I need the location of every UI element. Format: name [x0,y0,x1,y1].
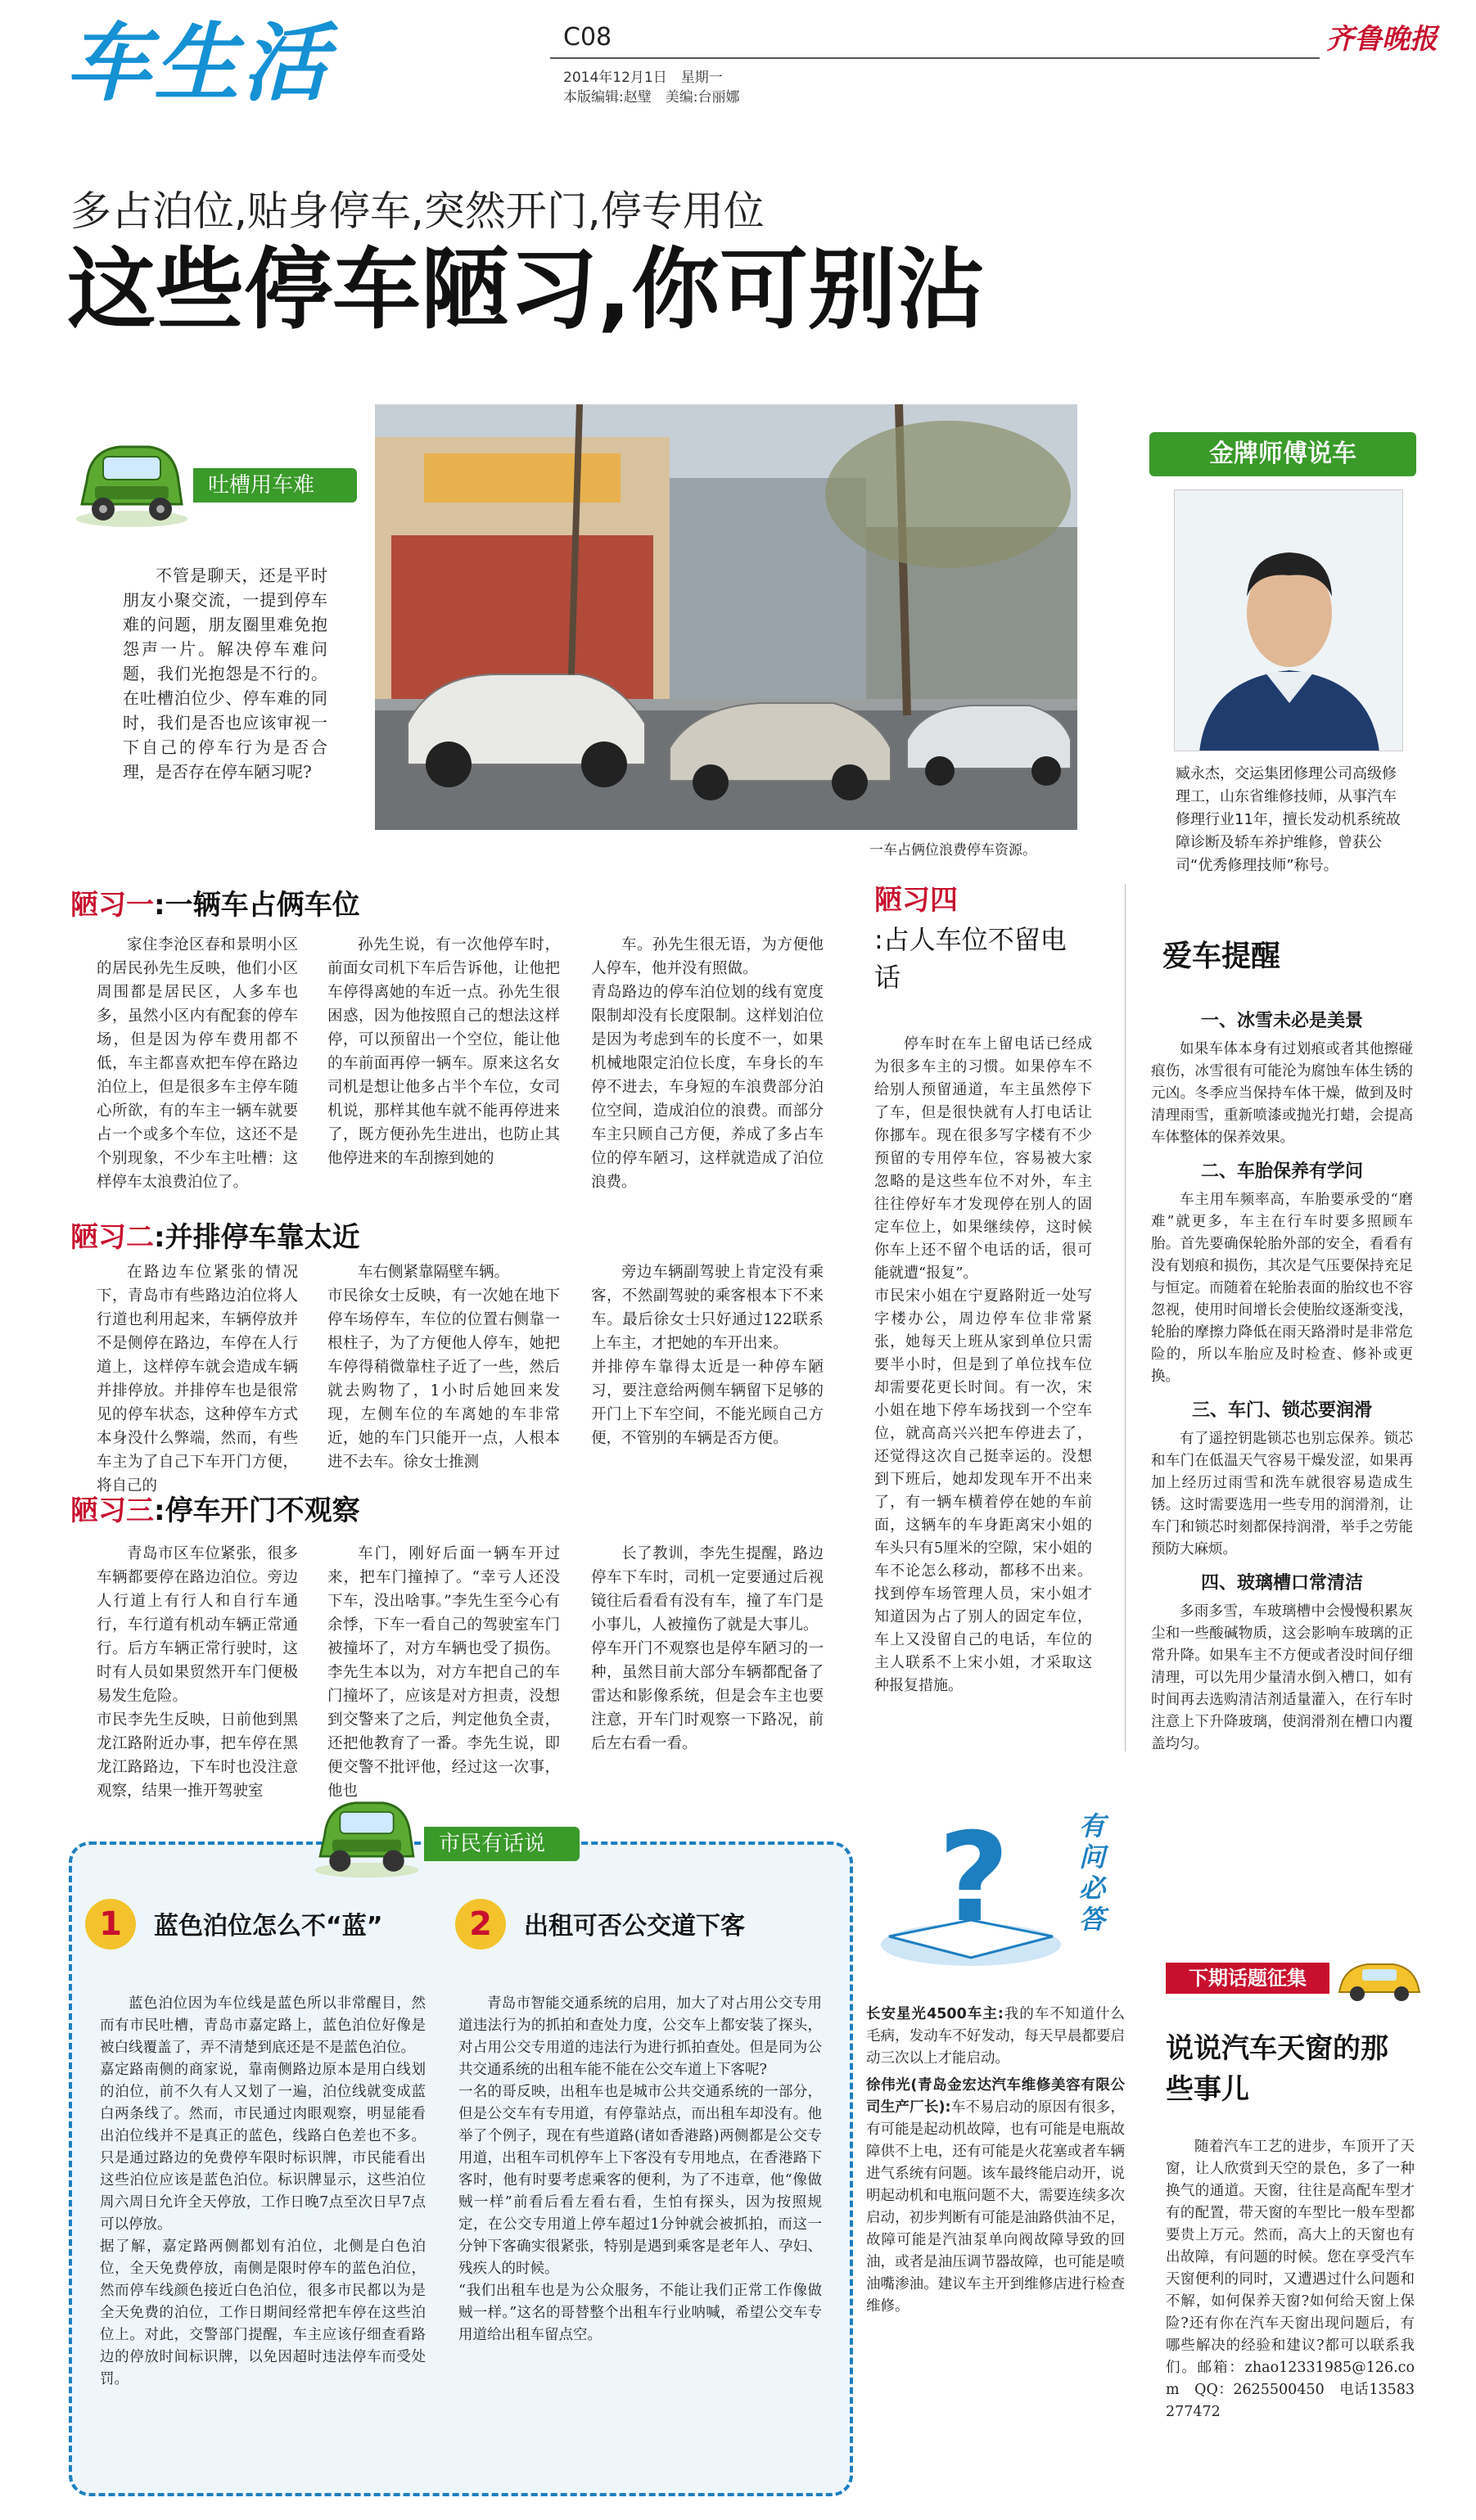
header-divider [550,57,1320,59]
habit2-col1 [97,1260,298,1498]
qa-question-text: 我的车不知道什么毛病，发动车不好发动，每天早晨都要启动三次以上才能启动。 [866,2006,1125,2067]
habit1-col1 [97,933,298,1194]
next-topic-body-text: 随着汽车工艺的进步，车顶开了天窗，让人欣赏到天空的景色，多了一种换气的通道。天窗，往往是高配车型才有的配置，带天窗的车型比一般车型都要贵上万元。然而，高大上的天窗也有出故障，有问题的时候。您在享受汽车天窗便利的同时，又遭遇过什么问题和不解，如何保养天窗?如何给天窗上保险?还有你在汽车天窗出现问题后，有哪些解决的经验和建议?都可以联系我们。邮箱：zhao12331985@126.com QQ：2625500450 电话13583277472 [1166,2139,1415,2420]
habit2-heading [70,1215,360,1255]
expert-tag-label: 金牌师傅说车 [1209,440,1356,468]
habit1-col3-text: 车。孙先生很无语，为方便他人停车，他并没有照做。 青岛路边的停车泊位划的线有宽度限制却没有长度限制。这样划泊位是因为考虑到车的长度不一，如果机械地限定泊位长度，车身长的车停不进去，车身短的车浪费部分泊位空间，造成泊位的浪费。而部分车主只顾自己方便，养成了多占车位的停车陋习，这样就造成了泊位浪费。 [591,936,824,1191]
complaint-intro [123,563,327,784]
page-code: C08 [563,23,612,52]
editor-line: 本版编辑:赵璧 美编:台丽娜 [563,89,740,106]
habit4-label: 陋习四 [874,884,958,917]
next-topic-tag-label: 下期话题征集 [1166,1963,1329,1994]
date-line: 2014年12月1日 星期一 [563,70,723,86]
care-s4-body: 多雨多雪，车玻璃槽中会慢慢积累灰尘和一些酸碱物质，这会影响车玻璃的正常升降。如果车主不方便或者没时间仔细清理，可以先用少量清水倒入槽口，如有时间再去选购清洁剂适量灌入，在行车时注意上下升降玻璃，使润滑剂在槽口内覆盖均匀。 [1151,1603,1413,1752]
q1-heading [85,1899,462,1956]
paper-name-logo: 齐鲁晚报 [1326,23,1438,56]
habit3-label: 陋习三 [70,1494,154,1527]
complaint-tag [70,432,365,530]
care-title: 爱车提醒 [1162,940,1281,973]
qa-question-label: 长安星光4500车主: [866,2006,1004,2022]
column-divider [1125,884,1126,1751]
habit3-col3-text: 长了教训，李先生提醒，路边停车下车时，司机一定要通过后视镜往后看看有没有车，撞了车门是小事儿，人被撞伤了就是大事儿。 停车开门不观察也是停车陋习的一种，虽然目前大部分车辆都配备了雷达和影像系统，但是会车主也要注意，开车门时观察一下路况，前后左右看一看。 [591,1545,824,1752]
q2-body-text: 青岛市智能交通系统的启用，加大了对占用公交专用道违法行为的抓拍和查处力度，公交车上都安装了探头，对占用公交专用道的违法行为进行抓拍查处。但是同为公共交通系统的出租车能不能在公交车道上下客呢? 一名的哥反映，出租车也是城市公共交通系统的一部分，但是公交车有专用道，有停靠站点，而出租车却没有。他举了个例子，现在有些道路(诸如香港路)两侧都是公交专用道，出租车司机停车上下客没有专用地点，在香港路下客时，他有时要考虑乘客的便利，为了不违章，他“像做贼一样”前看后看左看右看，生怕有探头，因为按照规定，在公交专用道上停车超过1分钟就会被抓拍，而这一分钟下客确实很紧张，特别是遇到乘客是老年人、孕妇、残疾人的时候。 “我们出租车也是为公众服务，不能让我们正常工作像做贼一样。”这名的哥替整个出租车行业呐喊，希望公交车专用道给出租车留点空。 [458,1995,822,2343]
habit1-label: 陋习一 [70,889,154,922]
next-topic-body [1166,2136,1415,2423]
care-s3-title: 三、车门、锁芯要润滑 [1191,1400,1372,1421]
expert-bio: 臧永杰，交运集团修理公司高级修理工，山东省维修技师，从事汽车修理行业11年，擅长发动机系统故障诊断及轿车养护维修，曾获公司“优秀修理技师”称号。 [1176,765,1401,874]
habit2-col2-text: 车右侧紧靠隔壁车辆。 市民徐女士反映，有一次她在地下停车场停车，车位的位置右侧靠一根柱子，为了方便他人停车，她把车停得稍微靠柱子近了一些，然后就去购物了，1小时后她回来发现，左侧车位的车离她的车非常近，她的车门只能开一点，人根本进不去车。徐女士推测 [327,1264,560,1471]
habit1-col2-text: 孙先生说，有一次他停车时，前面女司机下车后告诉他，让他把车停得离她的车近一点。孙先生很困惑，因为他按照自己的想法这样停，可以预留出一个空位，能让他的车前面再停一辆车。原来这名女司机是想让他多占半个车位，女司机说，那样其他车就不能再停进来了，既方便孙先生进出，也防止其他停进来的车刮擦到她的 [327,936,560,1167]
q2-number-badge: 2 [455,1899,506,1950]
habit3-col3 [591,1542,824,1756]
citizens-tag-label: 市民有话说 [424,1827,580,1861]
habit2-title: :并排停车靠太近 [154,1221,360,1254]
question-mark-icon [864,1805,1077,1977]
next-topic-tag [1166,1948,1428,2005]
habit4-heading [874,877,1087,996]
care-s2-body: 车主用车频率高，车胎要承受的“磨难”就更多，车主在行车时要多照顾车胎。首先要确保轮胎外部的安全，看看有没有划痕和损伤，其次是气压要保持充足与恒定。而随着在轮胎表面的胎纹也不容忽视，使用时间增长会使胎纹逐渐变浅，轮胎的摩擦力降低在雨天路滑时是非常危险的，所以车胎应及时检查、修补或更换。 [1151,1192,1413,1385]
habit1-heading [70,882,360,922]
habit2-col1-text: 在路边车位紧张的情况下，青岛市有些路边泊位将人行道也利用起来，车辆停放并不是侧停在路边，车停在人行道上，这样停车就会造成车辆并排停放。并排停车也是很常见的停车状态，这种停车方式本身没什么弊端，然而，有些车主为了自己下车开门方便，将自己的 [97,1264,298,1494]
headline-main: 这些停车陋习,你可别沾 [67,239,986,341]
expert-photo [1174,489,1403,751]
habit3-col1-text: 青岛市区车位紧张，很多车辆都要停在路边泊位。旁边人行道上有行人和自行车通行，车行道有机动车辆正常通行。后方车辆正常行驶时，这时有人员如果贸然开车门便极易发生危险。 市民李先生反映，日前他到黑龙江路附近办事，把车停在黑龙江路路边，下车时也没注意观察，结果一推开驾驶室 [97,1545,298,1800]
qa-answer-label: 徐伟光(青岛金宏达汽车维修美容有限公司生产厂长): [866,2077,1125,2116]
car-icon [1334,1953,1424,2002]
street-photo [375,404,1077,830]
masthead [0,0,1476,131]
q1-body [100,1971,426,2413]
habit1-col2 [327,933,560,1170]
photo-caption: 一车占俩位浪费停车资源。 [869,842,1036,859]
care-s3-body: 有了遥控钥匙锁芯也别忘保养。锁芯和车门在低温天气容易干燥发涩，如果再加上经历过雨雪和洗车就很容易造成生锈。这时需要选用一些专用的润滑剂，让车门和锁芯时刻都保持润滑，举手之劳能预防大麻烦。 [1151,1431,1413,1558]
qa-graphic [864,1805,1135,1977]
qa-answer-text: 车不易启动的原因有很多，有可能是起动机故障，也有可能是电瓶故障供不上电，还有可能是火花塞或者车辆进气系统有问题。该车最终能启动开，说明起动机和电瓶问题不大，需要连续多次启动，初步判断有可能是油路供油不足，故障可能是汽油泵单向阀故障导致的回油，或者是油压调节器故障，也可能是喷油嘴渗油。建议车主开到维修店进行检查维修。 [866,2099,1126,2315]
habit4-body-text: 停车时在车上留电话已经成为很多车主的习惯。如果停车不给别人预留通道，车主虽然停下了车，但是很快就有人打电话让你挪车。现在很多写字楼有不少预留的专用停车位，容易被大家忽略的是这些车位不对外，车主往往停好车才发现停在别人的固定车位上，如果继续停，这时候你车上还不留个电话的话，很可能就遭“报复”。 市民宋小姐在宁夏路附近一处写字楼办公，周边停车位非常紧张，她每天上班从家到单位只需要半小时，但是到了单位找车位却需要花更长时间。有一次，宋小姐在地下停车场找到一个空车位，就高高兴兴把车停进去了，还觉得这次自己挺幸运的。没想到下班后，她却发现车开不出来了，有一辆车横着停在她的车前面，这辆车的车身距离宋小姐的车头只有5厘米的空隙，宋小姐的车不论怎么移动，都移不出来。找到停车场管理人员，宋小姐才知道因为占了别人的固定车位，车上又没留自己的电话，车位的主人联系不上宋小姐，才采取这种报复措施。 [874,1035,1092,1694]
qa-question [866,2004,1125,2070]
complaint-tag-label: 吐槽用车难 [193,468,357,503]
habit3-col2 [327,1542,560,1803]
habit4-title: :占人车位不留电话 [874,924,1067,993]
next-topic-title: 说说汽车天窗的那些事儿 [1166,2032,1388,2106]
habit1-col1-text: 家住李沧区春和景明小区的居民孙先生反映，他们小区周围都是居民区，人多车也多，虽然小区内有配套的停车场，但是因为停车费用都不低，车主都喜欢把车停在路边泊位上，但是很多车主停车随心所欲，有的车主一辆车就要占一个或多个车位，这还不是个别现象，不少车主吐槽：这样停车太浪费泊位了。 [97,936,298,1191]
svg-text:?: ? [938,1807,1010,1950]
qa-body [866,2004,1125,2318]
habit1-title: :一辆车占俩车位 [154,889,360,922]
expert-portrait [1175,490,1403,751]
habit3-title: :停车开门不观察 [154,1494,360,1527]
q2-body [458,1971,822,2369]
habit3-heading [70,1488,360,1528]
q1-title: 蓝色泊位怎么不“蓝” [154,1912,383,1941]
habit3-col2-text: 车门，刚好后面一辆车开过来，把车门撞掉了。“幸亏人还没下车，没出啥事。”李先生至今心有余悸，下车一看自己的驾驶室车门被撞坏了，对方车辆也受了损伤。李先生本以为，对方车把自己的车门撞坏了，应该是对方担责，没想到交警来了之后，判定他负全责，还把他教育了一番。李先生说，即便交警不批评他，经过这一次事，他也 [327,1545,560,1800]
habit2-label: 陋习二 [70,1221,154,1254]
qa-tag: 有问必答 [1079,1810,1106,1935]
expert-tag [1149,432,1416,476]
citizens-tag [309,1786,588,1892]
care-s4-title: 四、玻璃槽口常清洁 [1200,1573,1363,1594]
headline-kicker: 多占泊位,贴身停车,突然开门,停专用位 [70,187,765,235]
car-icon [309,1786,424,1884]
q2-title: 出租可否公交道下客 [524,1912,745,1941]
q1-number-badge: 1 [85,1899,136,1950]
habit3-col1 [97,1542,298,1803]
car-icon [70,432,193,530]
complaint-intro-text: 不管是聊天，还是平时朋友小聚交流，一提到停车难的问题，朋友圈里难免抱怨声一片。解决停车难问题，我们光抱怨是不行的。在吐槽泊位少、停车难的同时，我们是否也应该审视一下自己的停车行为是否合理，是否存在停车陋习呢? [123,566,327,782]
q1-body-text: 蓝色泊位因为车位线是蓝色所以非常醒目，然而有市民吐槽，青岛市嘉定路上，蓝色泊位好像是被白线覆盖了，弄不清楚到底还是不是蓝色泊位。 嘉定路南侧的商家说，靠南侧路边原本是用白线划的泊位，前不久有人又划了一遍，泊位线就变成蓝白两条线了。然而，市民通过肉眼观察，明显能看出泊位线并不是真正的蓝色，线路白色差也不多。只是通过路边的免费停车限时标识牌，市民能看出这些泊位应该是蓝色泊位。标识牌显示，这些泊位周六周日允许全天停放，工作日晚7点至次日早7点可以停放。 据了解，嘉定路两侧都划有泊位，北侧是白色泊位，全天免费停放，南侧是限时停车的蓝色泊位，然而停车线颜色接近白色泊位，很多市民都以为是全天免费的泊位，工作日期间经常把车停在这些泊位上。对此，交警部门提醒，车主应该仔细查看路边的停放时间标识牌，以免因超时违法停车而受处罚。 [100,1995,426,2387]
habit2-col2 [327,1260,560,1474]
care-s1-title: 一、冰雪未必是美景 [1200,1011,1363,1031]
habit1-col3 [591,933,824,1194]
habit2-col3 [591,1260,824,1450]
care-s2-title: 二、车胎保养有学问 [1200,1161,1363,1182]
q2-heading [455,1899,832,1956]
section-title: 车生活 [65,13,332,113]
street-scene-illustration [375,404,1077,830]
qa-answer [866,2075,1125,2318]
habit4-body [874,1033,1092,1697]
habit2-col3-text: 旁边车辆副驾驶上肯定没有乘客，不然副驾驶的乘客根本下不来车。最后徐女士只好通过122联系上车主，才把她的车开出来。 并排停车靠得太近是一种停车陋习，要注意给两侧车辆留下足够的开门上下车空间，不能光顾自己方便，不管别的车辆是否方便。 [591,1264,824,1447]
care-section [1151,1007,1413,1756]
care-s1-body: 如果车体本身有过划痕或者其他擦碰痕伤，冰雪很有可能沦为腐蚀车体生锈的元凶。冬季应当保持车体干燥，做到及时清理雨雪，重新喷漆或抛光打蜡，会提高车体整体的保养效果。 [1151,1041,1413,1146]
